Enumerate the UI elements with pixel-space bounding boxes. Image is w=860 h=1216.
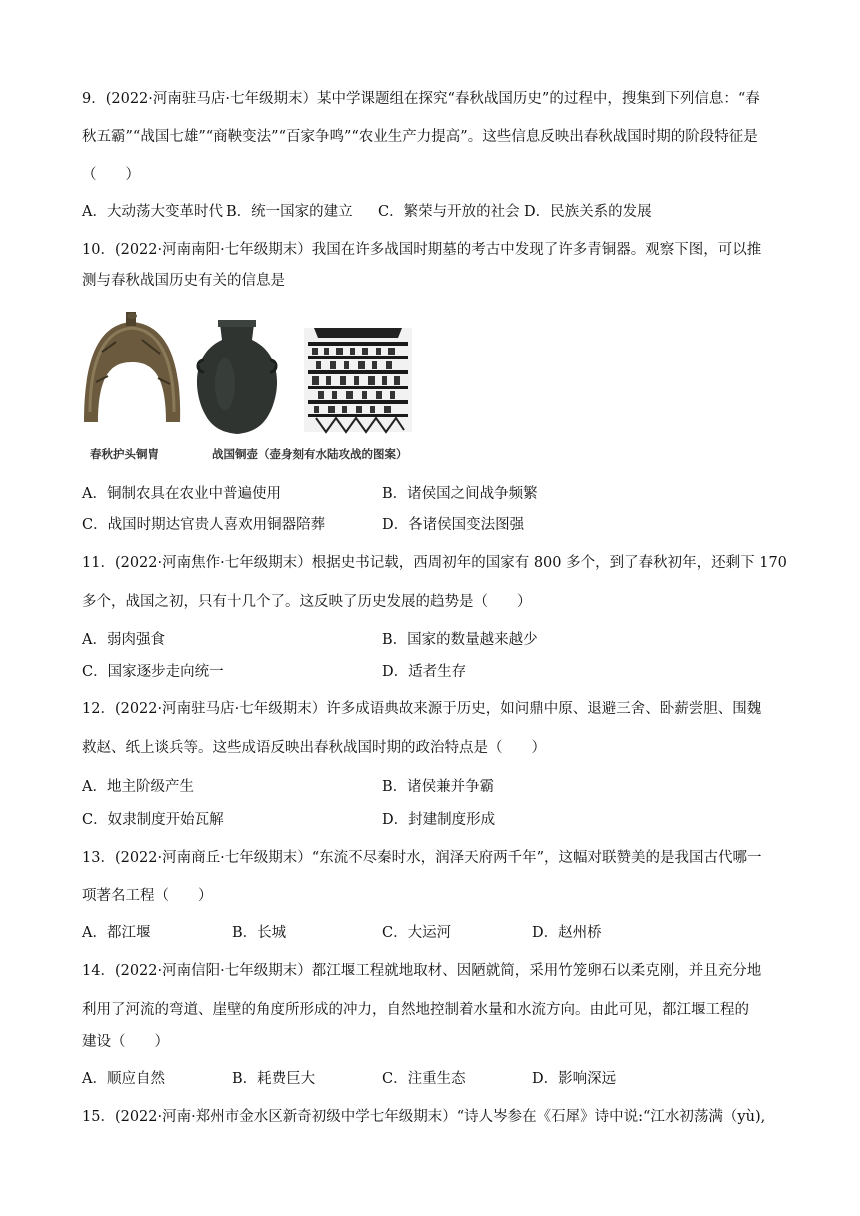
q13-option-c: C．大运河 [382,925,452,941]
q9-stem-line-3: （ ） [82,167,140,183]
q12-option-a: A．地主阶级产生 [82,779,194,795]
q9-stem-line-1: 9．(2022·河南驻马店·七年级期末）某中学课题组在探究“春秋战国历史”的过程中，搜集到下列信息：“春 [82,91,760,107]
war-pattern-rubbing-image [304,328,412,432]
q12-option-c: C．奴隶制度开始瓦解 [82,812,224,828]
q13-option-d: D．赵州桥 [532,925,602,941]
q15-stem-line-1: 15．(2022·河南·郑州市金水区新奇初级中学七年级期末）“诗人岑参在《石犀》诗中说:“江水初荡满（yù), [82,1109,766,1125]
q13-stem-line-2: 项著名工程（ ） [82,888,213,904]
q10-option-d: D．各诸侯国变法图强 [382,517,525,533]
q11-option-a: A．弱肉强食 [82,632,165,648]
q11-option-c: C．国家逐步走向统一 [82,664,224,680]
q10-stem-line-1: 10．(2022·河南南阳·七年级期末）我国在许多战国时期墓的考古中发现了许多青铜器。观察下图，可以推 [82,242,762,258]
q10-option-a: A．铜制农具在农业中普遍使用 [82,486,281,502]
q9-option-a: A．大动荡大变革时代 [82,204,223,220]
bronze-artifacts-image [82,312,442,442]
q10-option-b: B．诸侯国之间战争频繁 [382,486,538,502]
q14-stem-line-2: 利用了河流的弯道、崖壁的角度所形成的冲力，自然地控制着水量和水流方向。由此可见，都江堰工程的 [82,1002,749,1018]
q13-option-a: A．都江堰 [82,925,151,941]
q14-stem-line-1: 14．(2022·河南信阳·七年级期末）都江堰工程就地取材、因陋就简，采用竹笼卵石以柔克刚，并且充分地 [82,963,762,979]
helmet-caption: 春秋护头铜胄 [90,447,159,461]
q11-stem-line-1: 11．(2022·河南焦作·七年级期末）根据史书记载，西周初年的国家有 800 多个，到了春秋初年，还剩下 170 [82,555,787,571]
q14-stem-line-3: 建设（ ） [82,1034,169,1050]
q12-option-d: D．封建制度形成 [382,812,496,828]
q11-stem-line-2: 多个，战国之初，只有十几个了。这反映了历史发展的趋势是（ ） [82,594,532,610]
bronze-pot-image [197,320,277,434]
q9-option-b: B．统一国家的建立 [226,204,353,220]
bronze-helmet-image [84,312,180,422]
q12-stem-line-2: 救赵、纸上谈兵等。这些成语反映出春秋战国时期的政治特点是（ ） [82,740,546,756]
q10-option-c: C．战国时期达官贵人喜欢用铜器陪葬 [82,517,326,533]
q12-option-b: B．诸侯兼并争霸 [382,779,495,795]
q10-stem-line-2: 测与春秋战国历史有关的信息是 [82,273,285,289]
q11-option-b: B．国家的数量越来越少 [382,632,538,648]
q9-option-c: C．繁荣与开放的社会 [378,204,520,220]
bronze-artifacts-figure [82,312,442,462]
q11-option-d: D．适者生存 [382,664,467,680]
q14-option-c: C．注重生态 [382,1071,466,1087]
q13-stem-line-1: 13．(2022·河南商丘·七年级期末）“东流不尽秦时水，润泽天府两千年”，这幅对联赞美的是我国古代哪一 [82,850,762,866]
pot-caption: 战国铜壶（壶身刻有水陆攻战的图案） [212,447,408,461]
q9-stem-line-2: 秋五霸”“战国七雄”“商鞅变法”“百家争鸣”“农业生产力提高”。这些信息反映出春秋战国时期的阶段特征是 [82,129,758,145]
q14-option-b: B．耗费巨大 [232,1071,316,1087]
q13-option-b: B．长城 [232,925,287,941]
q12-stem-line-1: 12．(2022·河南驻马店·七年级期末）许多成语典故来源于历史，如问鼎中原、退避三舍、卧薪尝胆、围魏 [82,701,762,717]
q9-option-d: D．民族关系的发展 [524,204,652,220]
q14-option-d: D．影响深远 [532,1071,617,1087]
q14-option-a: A．顺应自然 [82,1071,165,1087]
